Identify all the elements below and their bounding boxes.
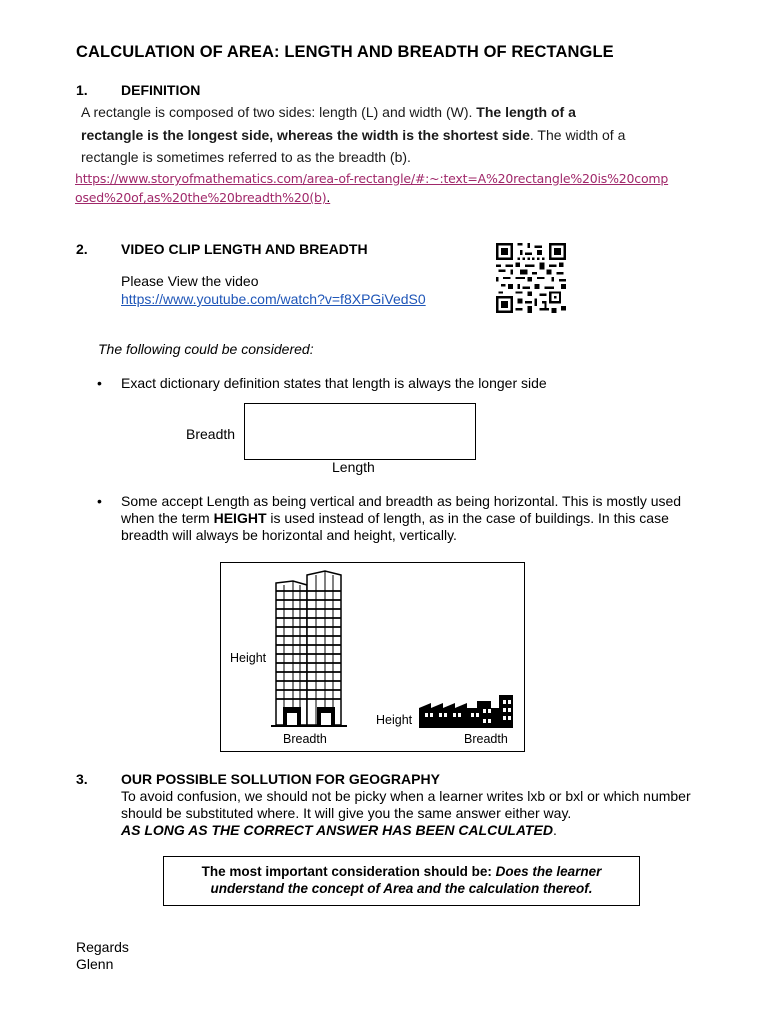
signoff-name: Glenn <box>76 956 114 972</box>
definition-text-a: A rectangle is composed of two sides: length (L) and width (W). <box>81 104 477 120</box>
source-link[interactable]: https://www.storyofmathematics.com/area-of-rectangle/#:~:text=A%20rectangle%20is%20composed%20of,as%20the%20breadth%20(b) <box>75 171 669 205</box>
bullet-2-bold: HEIGHT <box>213 510 267 526</box>
definition-text-c: . The width of a rectangle is sometimes referred to as the breadth (b). <box>81 126 626 165</box>
section-3-heading: OUR POSSIBLE SOLLUTION FOR GEOGRAPHY <box>121 771 440 787</box>
diagram-length-label: Length <box>332 459 375 475</box>
section-1-heading: DEFINITION <box>121 82 201 98</box>
buildings-figure <box>220 562 525 752</box>
page-title: CALCULATION OF AREA: LENGTH AND BREADTH OF RECTANGLE <box>76 43 614 61</box>
section-3-emphasis: AS LONG AS THE CORRECT ANSWER HAS BEEN CALCULATED <box>121 822 553 838</box>
video-link[interactable]: https://www.youtube.com/watch?v=f8XPGiVedS0 <box>121 291 426 307</box>
definition-paragraph <box>81 101 641 169</box>
bullet-marker: • <box>97 493 102 509</box>
callout-box <box>163 856 640 906</box>
bullet-2-text-b: is used instead of length, as in the case of buildings. In this case breadth will always be horizontal and height, vertically. <box>121 510 669 543</box>
figure-height-left: Height <box>230 651 267 665</box>
figure-breadth-left: Breadth <box>283 732 327 746</box>
figure-breadth-right: Breadth <box>464 732 508 746</box>
bullet-1-text: Exact dictionary definition states that length is always the longer side <box>121 375 547 391</box>
bullet-marker: • <box>97 375 102 391</box>
section-3-period: . <box>552 822 557 838</box>
section-3-text <box>121 788 711 839</box>
skyscraper-left-icon <box>276 581 307 725</box>
source-link-block <box>75 169 675 207</box>
callout-lead: The most important consideration should be: <box>201 864 496 879</box>
callout-italic: Does the learner understand the concept of Area and the calculation thereof. <box>210 864 602 896</box>
section-3-number: 3. <box>76 771 88 787</box>
definition-text-bold: The length of a rectangle is the longest side, whereas the width is the shortest side <box>81 104 576 143</box>
please-view-text: Please View the video <box>121 273 259 289</box>
section-3-body: To avoid confusion, we should not be picky when a learner writes lxb or bxl or which number should be substituted where. It will give you the same answer either way. <box>121 788 691 821</box>
bullet-2-text <box>121 493 701 544</box>
rectangle-diagram <box>244 403 476 460</box>
bullet-2-text-a: Some accept Length as being vertical and breadth as being horizontal. This is mostly used when the term <box>121 493 682 526</box>
factory-icon <box>419 695 513 728</box>
qr-code-icon <box>494 243 568 313</box>
figure-height-right: Height <box>376 713 413 727</box>
section-1-number: 1. <box>76 82 88 98</box>
source-link-period: . <box>326 190 331 205</box>
regards-text: Regards <box>76 939 129 955</box>
section-2-heading: VIDEO CLIP LENGTH AND BREADTH <box>121 241 368 257</box>
buildings-illustration <box>221 563 524 751</box>
considered-text: The following could be considered: <box>98 341 314 357</box>
diagram-breadth-label: Breadth <box>186 426 236 442</box>
skyscraper-right-icon <box>307 571 341 725</box>
section-2-number: 2. <box>76 241 88 257</box>
